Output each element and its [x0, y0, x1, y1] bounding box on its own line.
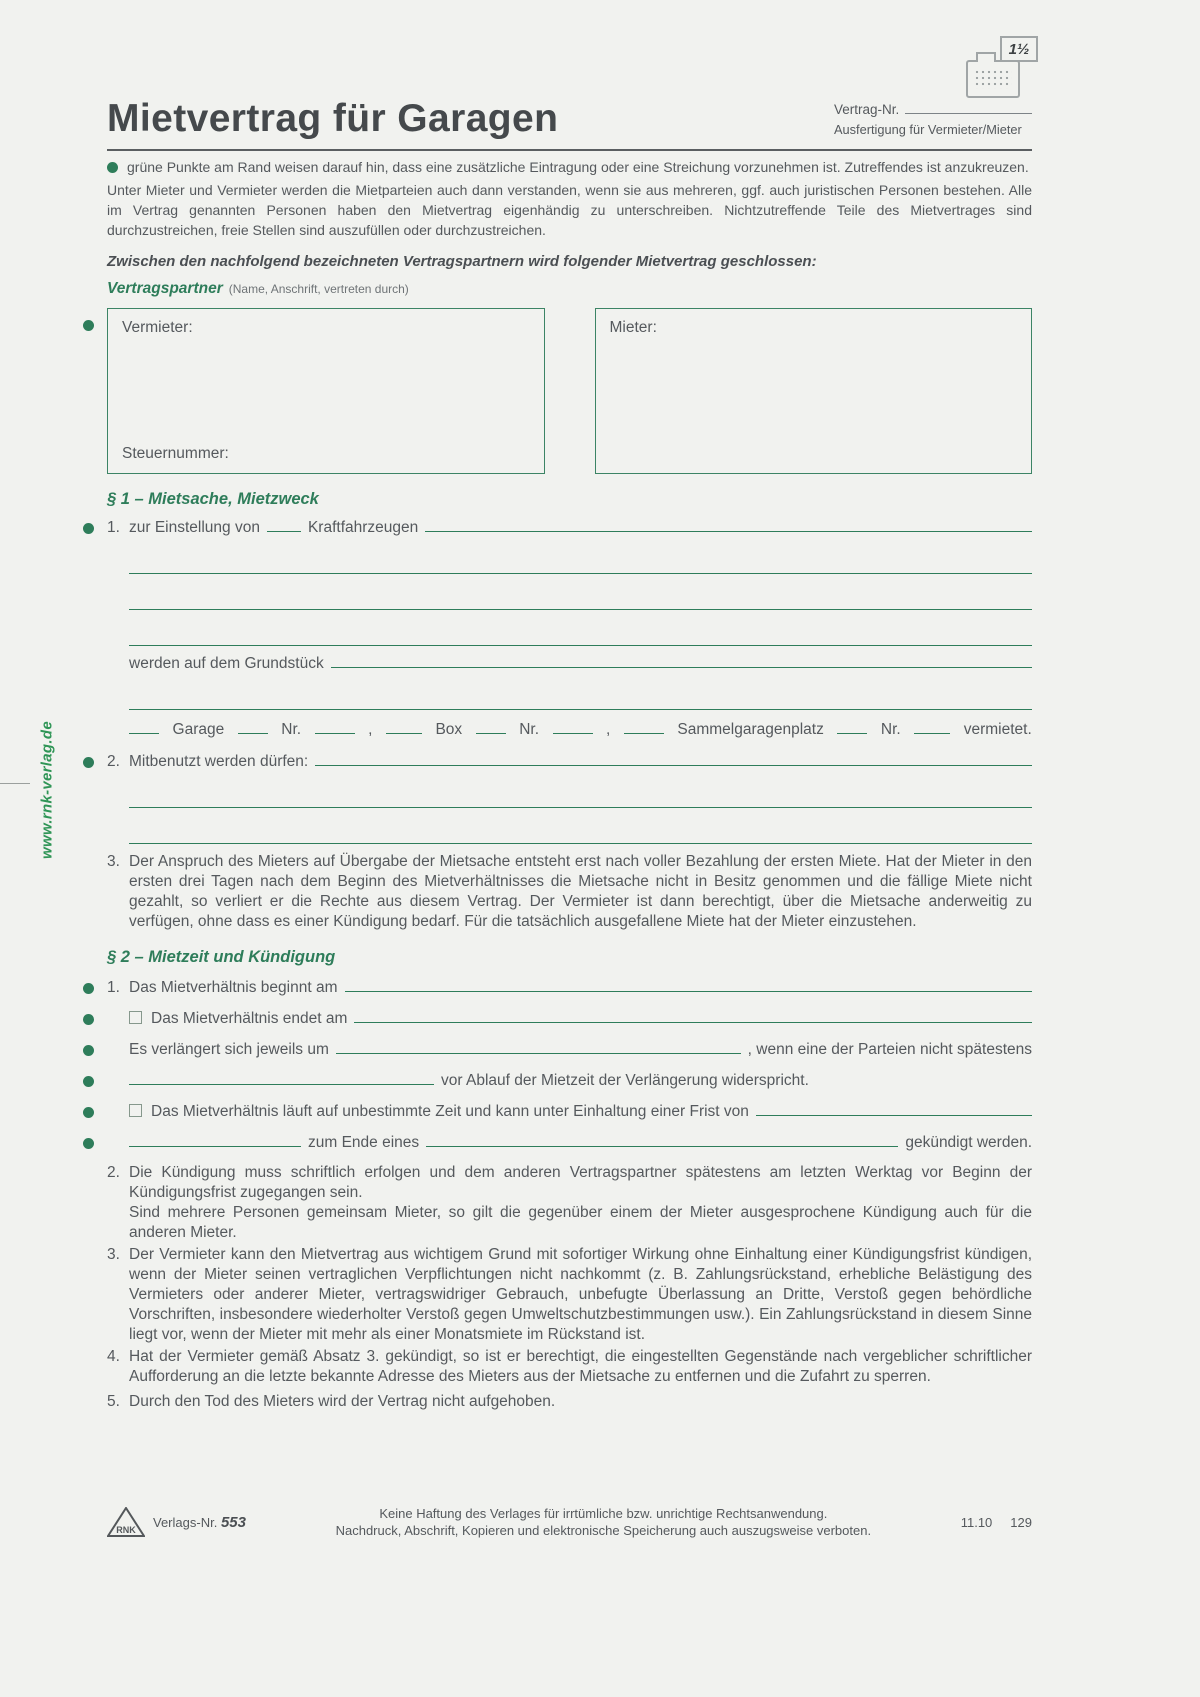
rnk-logo-text: RNK [116, 1525, 136, 1535]
s2-item3-text: Der Vermieter kann den Mietvertrag aus wichtigem Grund mit sofortiger Wirkung ohne Einhaltung einer Kündigungsfrist kündigen, wenn der Mieter seinen vertraglichen Verpflichtungen nicht nachkommt (z. B. Zahlungsrückstand, erhebliche Belästigung des Vermieters oder anderer Mieter, vertragswidriger Gebrauch, unbefugte Überlassung an Dritte, Verstoß gegen behördliche Vorschriften, insbesondere wiederholter Verstoß gegen Umweltschutzbestimmungen usw.). Ein Zahlungsrückstand in diesem Sinne liegt vor, wenn der Mieter mit mehr als einer Monatsmiete im Rückstand ist. [129, 1245, 1032, 1343]
nr-label: Nr. [519, 720, 539, 738]
margin-note [107, 157, 1032, 177]
margin-dot-icon [83, 320, 94, 331]
intro-lead: Zwischen den nachfolgend bezeichneten Vertragspartnern wird folgender Mietvertrag geschlossen: [107, 252, 817, 270]
s2-item5-text: Durch den Tod des Mieters wird der Vertrag nicht aufgehoben. [129, 1392, 556, 1410]
margin-dot-icon [83, 757, 94, 768]
contract-number-label: Vertrag-Nr. [834, 101, 900, 117]
property-field[interactable] [331, 654, 1032, 668]
garage-label: Garage [172, 720, 225, 738]
box-check-field[interactable] [386, 720, 422, 734]
margin-dot-icon [83, 1138, 94, 1149]
garage-type-row [107, 720, 1032, 740]
s1-item3-row [107, 852, 1032, 932]
partners-label: Vertragspartner [107, 279, 223, 297]
notice-length-field[interactable] [129, 1133, 301, 1147]
vehicle-detail-field[interactable] [425, 518, 1032, 532]
margin-dot-icon [83, 983, 94, 994]
box-label: Box [435, 720, 463, 738]
parking-check-field[interactable] [624, 720, 664, 734]
renewal-label-2: , wenn eine der Parteien nicht spätestens [747, 1040, 1032, 1058]
partners-hint: (Name, Anschrift, vertreten durch) [228, 281, 409, 296]
s2-item2-row [107, 1163, 1032, 1243]
landlord-label: Vermieter: [122, 318, 193, 336]
notice-end-field[interactable] [426, 1133, 898, 1147]
publisher-website: www.rnk-verlag.de [38, 721, 56, 859]
margin-note-text: grüne Punkte am Rand weisen darauf hin, dass eine zusätzliche Eintragung oder eine Streichung vorzunehmen ist. Zutreffendes ist anzukreuzen. [127, 158, 1029, 175]
s1-item3-text: Der Anspruch des Mieters auf Übergabe der Mietsache entsteht erst nach voller Bezahlung der ersten Miete. Hat der Mieter in den ersten drei Tagen nach dem Beginn des Mietverhältnisses die Mietsache nicht in Besitz genommen und die fällige Miete nicht gezahlt, so verliert er die Rechte aus diesem Vertrag. Der Vermieter ist dann berechtigt, über die Mietsache anderweitig zu verfügen, ohne dass es einer Kündigung bedarf. Für die tatsächlich ausgefallene Miete hat der Mieter einzustehen. [129, 852, 1032, 930]
rented-label: vermietet. [963, 720, 1032, 738]
legal-notice-line1: Keine Haftung des Verlages für irrtümliche bzw. unrichtige Rechtsanwendung. [379, 1506, 828, 1521]
landlord-box[interactable] [107, 308, 545, 474]
s2-item5-row [107, 1392, 1032, 1412]
indefinite-checkbox[interactable] [129, 1104, 142, 1117]
s2-item2-text-a: Die Kündigung muss schriftlich erfolgen und dem anderen Vertragspartner spätestens am letzten Werktag vor Beginn der Kündigungsfrist zugegangen sein. [129, 1163, 1032, 1201]
rnk-logo [107, 1507, 145, 1537]
nr-label: Nr. [880, 720, 901, 738]
margin-dot-icon [83, 1014, 94, 1025]
s2-begin-row [107, 978, 1032, 998]
box-count-field[interactable] [476, 720, 506, 734]
margin-dot-icon [83, 523, 94, 534]
property-row [107, 654, 1032, 674]
renewal-label: Es verlängert sich jeweils um [129, 1040, 329, 1058]
s2-item4-number: 4. [107, 1347, 120, 1365]
s2-item2-number: 2. [107, 1163, 120, 1181]
section-2-heading: § 2 – Mietzeit und Kündigung [107, 947, 336, 966]
intro-paragraph: Unter Mieter und Vermieter werden die Mietparteien auch dann verstanden, wenn sie aus mehreren, ggf. auch juristischen Personen bestehen. Alle im Vertrag genannten Personen haben den Mietvertrag eigenhändig zu unterschreiben. Nichtzutreffende Teile des Mietvertrages sind durchzustreichen, freie Stellen sind auszufüllen oder durchzustreichen. [107, 181, 1032, 238]
objection-period-field[interactable] [129, 1071, 434, 1085]
s1-item1-row [107, 518, 1032, 538]
legal-notice-line2: Nachdruck, Abschrift, Kopieren und elektronische Speicherung auch auszugsweise verboten. [335, 1523, 872, 1538]
vehicle-count-field[interactable] [267, 518, 301, 532]
publisher-number-label: Verlags-Nr. [153, 1514, 218, 1530]
header-rule [107, 149, 1032, 151]
fill-row [129, 632, 1032, 646]
margin-dot-icon [83, 1045, 94, 1056]
box-number-field[interactable] [553, 720, 593, 734]
s1-item2-number: 2. [107, 752, 120, 770]
end-date-field[interactable] [354, 1009, 1032, 1023]
green-dot-icon [107, 162, 118, 173]
fill-row [129, 794, 1032, 808]
garage-count-field[interactable] [238, 720, 268, 734]
fill-line-field[interactable] [129, 596, 1032, 610]
fill-line-field[interactable] [129, 696, 1032, 710]
fill-line-field[interactable] [129, 632, 1032, 646]
contract-number-field[interactable] [905, 100, 1032, 114]
s2-item3-row [107, 1245, 1032, 1345]
s1-item1-text-b: Kraftfahrzeugen [307, 518, 419, 536]
s2-item4-text: Hat der Vermieter gemäß Absatz 3. gekündigt, so ist er berechtigt, die eingestellten Gegenstände nach vergeblicher schriftlicher Aufforderung an die letzte bekannte Adresse des Mieters aus der Mietsache zu entfernen und die Zufahrt zu sperren. [129, 1347, 1032, 1385]
copy-count: 1½ [1008, 40, 1030, 58]
property-label: werden auf dem Grundstück [129, 654, 324, 672]
form-content [107, 0, 1032, 1412]
edition-block [961, 1515, 1032, 1530]
s2-end-row [107, 1009, 1032, 1029]
s1-item2-text: Mitbenutzt werden dürfen: [129, 752, 309, 770]
garage-check-field[interactable] [129, 720, 159, 734]
renewal-period-field[interactable] [336, 1040, 741, 1054]
contract-number-block [834, 100, 1032, 141]
legal-notice [264, 1505, 943, 1539]
notice-label-b: gekündigt werden. [905, 1133, 1032, 1151]
page-footer [107, 1505, 1032, 1539]
fill-line-field[interactable] [129, 794, 1032, 808]
s2-item2-text-b: Sind mehrere Personen gemeinsam Mieter, so gilt die gegenüber einem der Mieter ausgesprochene Kündigung auch für die anderen Mieter. [129, 1203, 1032, 1241]
party-boxes-row [107, 308, 1032, 474]
begin-date-field[interactable] [345, 978, 1033, 992]
s2-renewal-row [107, 1040, 1032, 1060]
begin-label: Das Mietverhältnis beginnt am [129, 978, 338, 996]
fill-row [129, 696, 1032, 710]
s2-indefinite-row [107, 1102, 1032, 1122]
s2-item3-number: 3. [107, 1245, 120, 1263]
publisher-number [153, 1514, 246, 1531]
s2-item5-number: 5. [107, 1392, 120, 1410]
parking-label: Sammelgaragenplatz [677, 720, 824, 738]
s1-item3-number: 3. [107, 852, 120, 870]
end-checkbox[interactable] [129, 1011, 142, 1024]
s1-item1-text-a: zur Einstellung von [129, 518, 260, 536]
parking-number-field[interactable] [914, 720, 950, 734]
indefinite-label: Das Mietverhältnis läuft auf unbestimmte Zeit und kann unter Einhaltung einer Frist von [151, 1102, 749, 1120]
tenant-box[interactable] [595, 308, 1033, 474]
notice-period-field[interactable] [756, 1102, 1032, 1116]
publisher-number-value: 553 [220, 1513, 246, 1531]
margin-dot-icon [83, 1107, 94, 1118]
parking-count-field[interactable] [837, 720, 867, 734]
fill-line-field[interactable] [129, 830, 1032, 844]
margin-dot-icon [83, 1076, 94, 1087]
shared-use-field[interactable] [315, 752, 1032, 766]
section-1-heading: § 1 – Mietsache, Mietzweck [107, 489, 319, 508]
tax-number-label: Steuernummer: [122, 444, 229, 462]
fill-row [129, 830, 1032, 844]
s2-notice-row [107, 1133, 1032, 1153]
fill-row [129, 596, 1032, 610]
publisher-block [107, 1507, 246, 1537]
tenant-label: Mieter: [609, 318, 657, 336]
edition-date: 11.10 [960, 1514, 993, 1530]
fill-row [129, 560, 1032, 574]
page-title: Mietvertrag für Garagen [107, 97, 559, 140]
garage-number-field[interactable] [315, 720, 355, 734]
s1-item2-row [107, 752, 1032, 772]
comma: , [368, 720, 373, 738]
s2-objection-row [107, 1071, 1032, 1091]
objection-label: vor Ablauf der Mietzeit der Verlängerung widerspricht. [441, 1071, 809, 1089]
s2-item1-number: 1. [107, 978, 120, 996]
fold-mark [0, 783, 30, 784]
end-label: Das Mietverhältnis endet am [151, 1009, 348, 1027]
partners-line [107, 280, 1032, 298]
form-page-number: 129 [1010, 1514, 1032, 1530]
s1-item1-number: 1. [107, 518, 120, 536]
copy-designation: Ausfertigung für Vermieter/Mieter [834, 121, 1022, 137]
nr-label: Nr. [281, 720, 302, 738]
fill-line-field[interactable] [129, 560, 1032, 574]
s2-item4-row [107, 1347, 1032, 1387]
header [107, 0, 1032, 141]
comma: , [606, 720, 611, 738]
notice-label-a: zum Ende eines [308, 1133, 420, 1151]
